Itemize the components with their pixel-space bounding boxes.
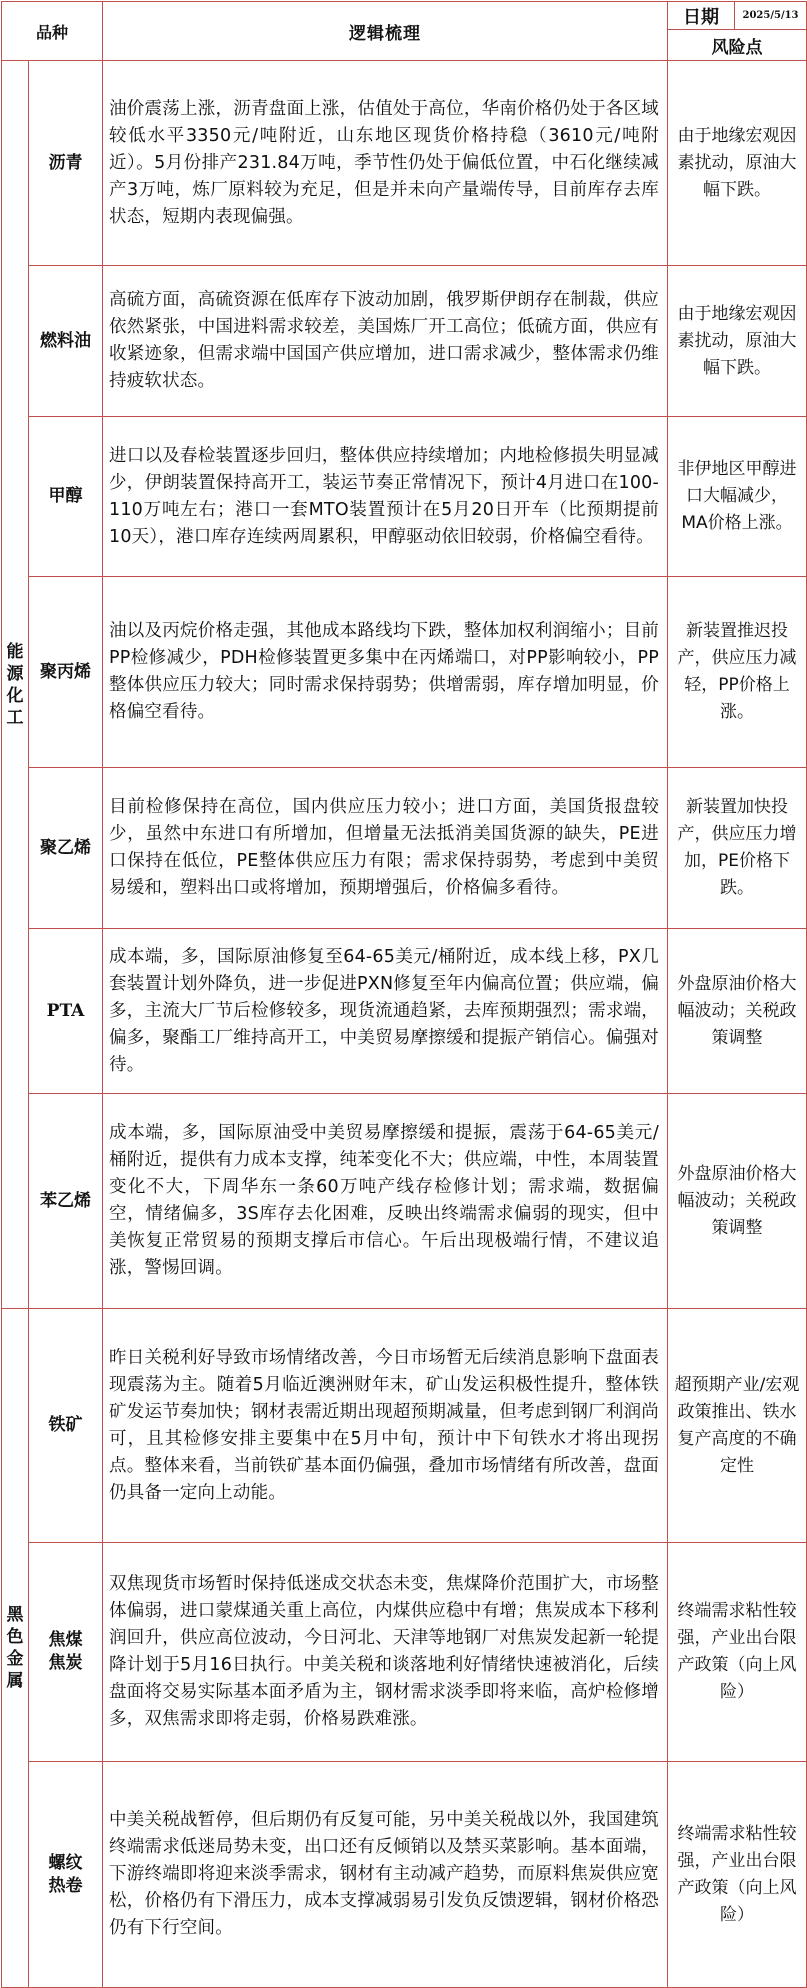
product-name-line: 焦煤 [48,1630,83,1650]
category-char: 黑 [6,1605,24,1625]
header-variety: 品种 [2,2,103,61]
logic-text: 进口以及春检装置逐步回归，整体供应持续增加；内地检修损失明显减少，伊朗装置保持高开工，装运节奏正常情况下，预计4月进口在100-110万吨左右；港口一套MTO装置预计在5月20日开车（比预期提前10天），港口库存连续两周累积，甲醇驱动依旧较弱，价格偏空看待。 [103,417,668,577]
risk-text: 新装置加快投产，供应压力增加，PE价格下跌。 [668,768,807,929]
risk-text: 非伊地区甲醇进口大幅减少，MA价格上涨。 [668,417,807,577]
table-row [2,1543,807,1762]
table-row [2,266,807,417]
logic-text: 油价震荡上涨，沥青盘面上涨，估值处于高位，华南价格仍处于各区域较低水平3350元/吨附近，山东地区现货价格持稳（3610元/吨附近）。5月份排产231.84万吨，季节性仍处于偏低位置，中石化继续减产3万吨，炼厂原料较为充足，但是并未向产量端传导，目前库存去库状态，短期内表现偏强。 [103,61,668,266]
header-date-value: 2025/5/13 [735,2,807,30]
risk-text: 终端需求粘性较强，产业出台限产政策（向上风险） [668,1543,807,1762]
category-char: 工 [6,707,24,728]
product-name-line: 甲醇 [48,486,83,506]
category-char: 金 [6,1649,24,1669]
logic-text: 高硫方面，高硫资源在低库存下波动加剧，俄罗斯伊朗存在制裁，供应依然紧张，中国进料需求较差，美国炼厂开工高位；低硫方面，供应有收紧迹象，但需求端中国国产供应增加，进口需求减少，整体需求仍维持疲软状态。 [103,266,668,417]
product-name-line: 螺纹 [48,1852,83,1873]
product-name [29,929,103,1094]
logic-text: 双焦现货市场暂时保持低迷成交状态未变，焦煤降价范围扩大，市场整体偏弱，进口蒙煤通关重上高位，内煤供应稳中有增；焦炭成本下移利润回升，供应高位波动，今日河北、天津等地钢厂对焦炭发起新一轮提降计划于5月16日执行。中美关税和谈落地利好情绪快速被消化，后续盘面将交易实际基本面矛盾为主，钢材需求淡季即将来临，高炉检修增多，双焦需求即将走弱，价格易跌难涨。 [103,1543,668,1762]
logic-text: 成本端，多，国际原油受中美贸易摩擦缓和提振，震荡于64-65美元/桶附近，提供有力成本支撑，纯苯变化不大；供应端，中性，本周装置变化不大，下周华东一条60万吨产线存检修计划；需求端，数据偏空，情绪偏多，3S库存去化困难，反映出终端需求偏弱的现实，但中美恢复正常贸易的预期支撑后市信心。午后出现极端行情，不建议追涨，警惕回调。 [103,1094,668,1309]
product-name [29,768,103,929]
product-name [29,1762,103,1988]
header-date-label: 日期 [668,2,735,30]
logic-text: 目前检修保持在高位，国内供应压力较小；进口方面，美国货报盘较少，虽然中东进口有所增加，但增量无法抵消美国货源的缺失，PE进口保持在低位，PE整体供应压力有限；需求保持弱势，考虑到中美贸易缓和，塑料出口或将增加，预期增强后，价格偏多看待。 [103,768,668,929]
header-risk: 风险点 [668,30,807,61]
table-row [2,1309,807,1543]
table-row [2,1094,807,1309]
category-cell [2,1309,29,1988]
product-name [29,1309,103,1543]
table-row [2,1762,807,1988]
product-name-line: 沥青 [48,152,83,173]
risk-text: 外盘原油价格大幅波动；关税政策调整 [668,1094,807,1309]
product-name-line: PTA [46,1000,85,1021]
category-char: 源 [6,663,24,684]
product-name-line: 铁矿 [48,1415,83,1435]
product-name-line: 聚乙烯 [40,837,91,858]
product-name [29,1094,103,1309]
risk-text: 超预期产业/宏观政策推出、铁水复产高度的不确定性 [668,1309,807,1543]
category-char: 能 [6,641,24,662]
category-cell [2,61,29,1309]
category-char: 属 [6,1671,24,1691]
logic-text: 中美关税战暂停，但后期仍有反复可能，另中美关税战以外，我国建筑终端需求低迷局势未变，出口还有反倾销以及禁买菜影响。基本面端，下游终端即将迎来淡季需求，钢材有主动减产趋势，而原料焦炭供应宽松，价格仍有下滑压力，成本支撑减弱易引发负反馈逻辑，钢材价格恐仍有下行空间。 [103,1762,668,1988]
table-row [2,417,807,577]
logic-text: 油以及丙烷价格走强，其他成本路线均下跌，整体加权利润缩小；目前PP检修减少，PDH检修装置更多集中在丙烯端口，对PP影响较小，PP整体供应压力较大；同时需求保持弱势；供增需弱，库存增加明显，价格偏空看待。 [103,577,668,768]
header-logic: 逻辑梳理 [103,2,668,61]
category-char: 色 [6,1627,24,1647]
product-name-line: 聚丙烯 [40,661,91,682]
analysis-table [1,1,807,1988]
product-name-line: 苯乙烯 [40,1190,91,1211]
product-name-line: 焦炭 [48,1653,83,1673]
table-row [2,577,807,768]
risk-text: 终端需求粘性较强，产业出台限产政策（向上风险） [668,1762,807,1988]
table-row [2,768,807,929]
table-row [2,61,807,266]
logic-text: 昨日关税利好导致市场情绪改善，今日市场暂无后续消息影响下盘面表现震荡为主。随着5月临近澳洲财年末，矿山发运积极性提升，整体铁矿发运节奏加快；钢材表需近期出现超预期减量，但考虑到钢厂利润尚可，且其检修安排主要集中在5月中旬，预计中下旬铁水才将出现拐点。整体来看，当前铁矿基本面仍偏强，叠加市场情绪有所改善，盘面仍具备一定向上动能。 [103,1309,668,1543]
product-name-line: 热卷 [48,1875,83,1896]
risk-text: 新装置推迟投产，供应压力减轻，PP价格上涨。 [668,577,807,768]
product-name-line: 燃料油 [40,330,91,351]
logic-text: 成本端，多，国际原油修复至64-65美元/桶附近，成本线上移，PX几套装置计划外降负，进一步促进PXN修复至年内偏高位置；供应端，偏多，主流大厂节后检修较多，现货流通趋紧，去库预期强烈；需求端，偏多，聚酯工厂维持高开工，中美贸易摩擦缓和提振产销信心。偏强对待。 [103,929,668,1094]
product-name [29,577,103,768]
table-row [2,929,807,1094]
product-name [29,1543,103,1762]
category-char: 化 [6,685,24,706]
risk-text: 外盘原油价格大幅波动；关税政策调整 [668,929,807,1094]
product-name [29,266,103,417]
product-name [29,61,103,266]
product-name [29,417,103,577]
risk-text: 由于地缘宏观因素扰动，原油大幅下跌。 [668,266,807,417]
risk-text: 由于地缘宏观因素扰动，原油大幅下跌。 [668,61,807,266]
